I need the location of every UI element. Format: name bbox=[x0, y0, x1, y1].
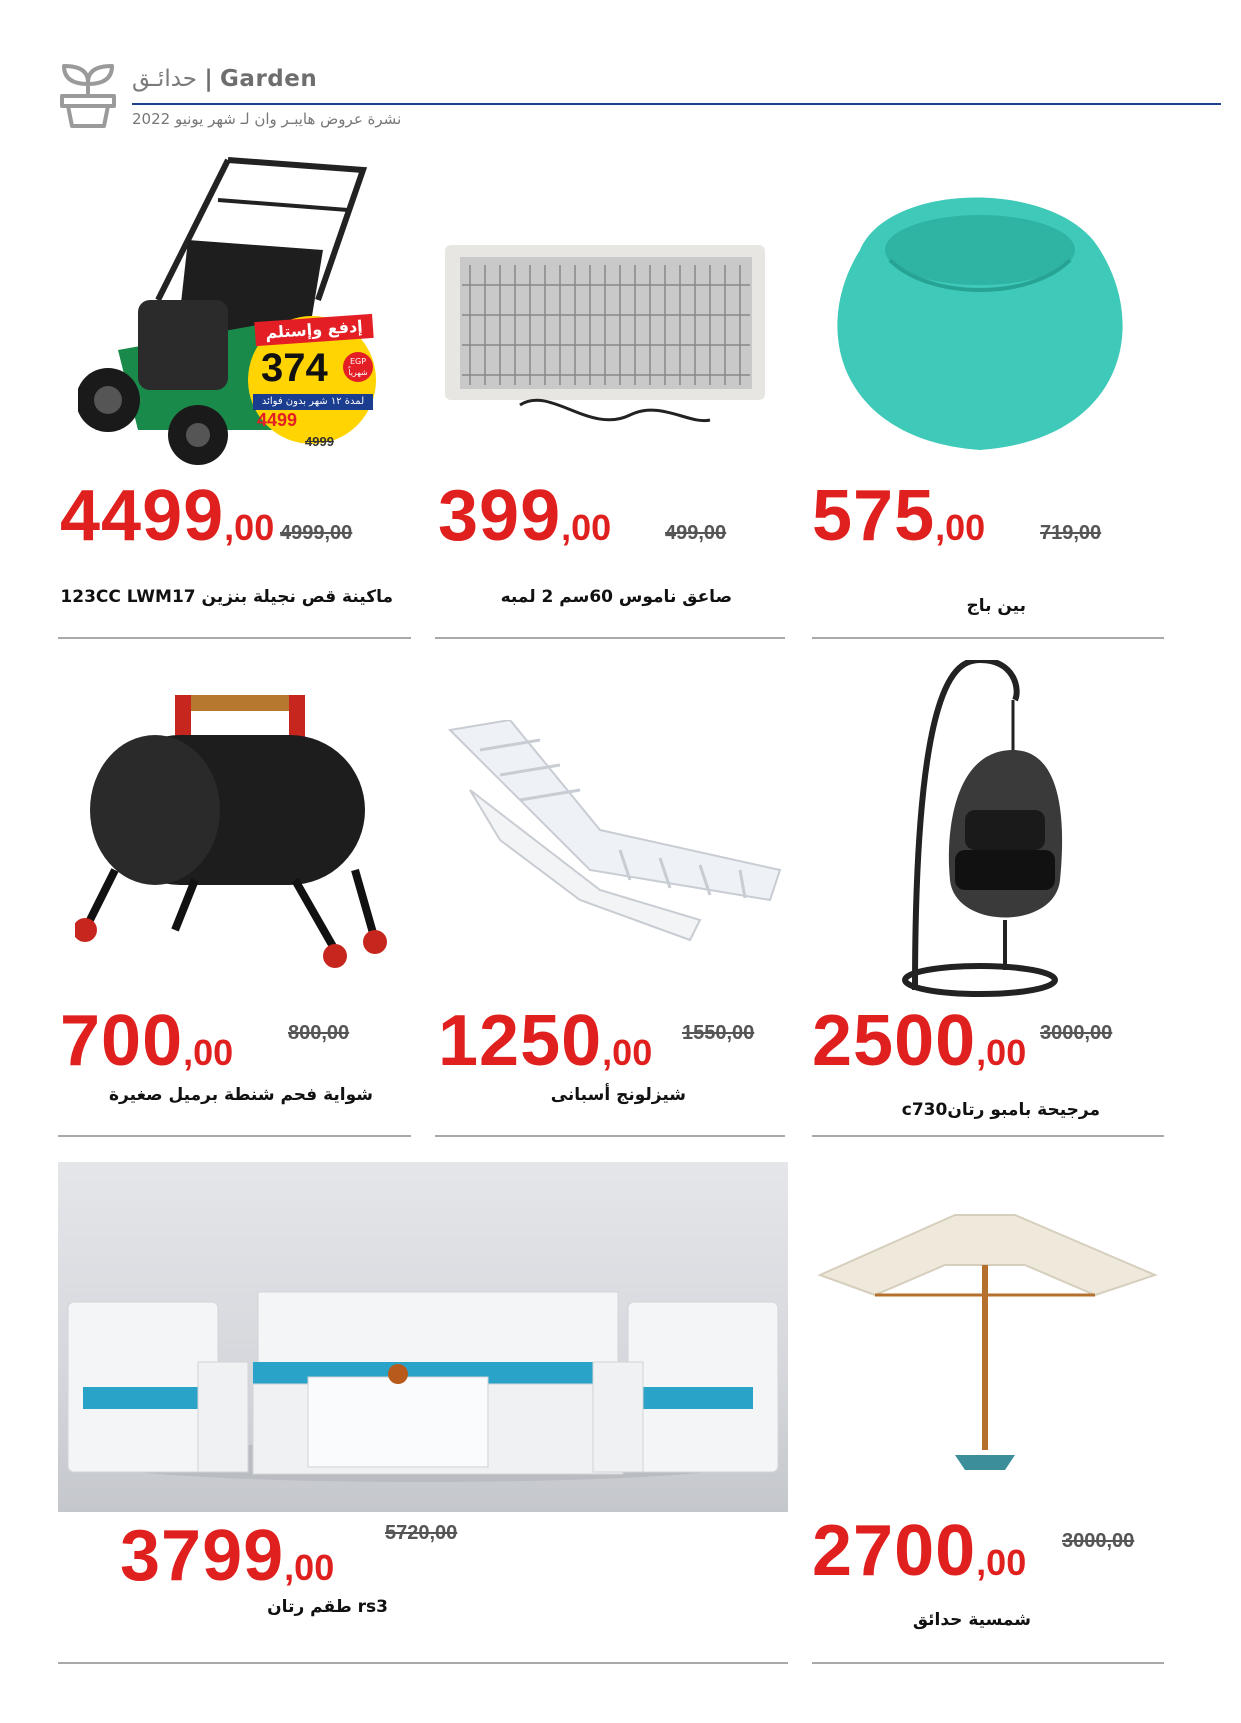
product-name: بين باج bbox=[966, 596, 1026, 616]
hanging-chair-image bbox=[895, 660, 1065, 1000]
price-integer: 1250 bbox=[438, 1001, 603, 1081]
price-decimal: ,00 bbox=[935, 507, 986, 548]
price-tag bbox=[120, 1516, 335, 1596]
price-decimal: ,00 bbox=[284, 1547, 335, 1588]
price-tag bbox=[438, 476, 612, 556]
page-title bbox=[132, 66, 317, 92]
old-price: 719,00 bbox=[1040, 522, 1102, 544]
price-tag bbox=[812, 476, 986, 556]
divider bbox=[812, 637, 1164, 639]
old-price: 499,00 bbox=[665, 522, 727, 544]
price-integer: 3799 bbox=[120, 1516, 285, 1596]
title-en: Garden bbox=[220, 66, 318, 92]
price-decimal: ,00 bbox=[976, 1032, 1027, 1073]
price-integer: 575 bbox=[812, 476, 936, 556]
price-decimal: ,00 bbox=[561, 507, 612, 548]
divider bbox=[435, 637, 785, 639]
price-decimal: ,00 bbox=[183, 1032, 234, 1073]
price-integer: 2700 bbox=[812, 1511, 977, 1591]
mosquito-zapper-image bbox=[440, 235, 770, 440]
bean-bag-image bbox=[820, 190, 1140, 470]
divider bbox=[812, 1135, 1164, 1137]
price-integer: 2500 bbox=[812, 1001, 977, 1081]
old-price: 3000,00 bbox=[1040, 1022, 1113, 1044]
price-integer: 700 bbox=[60, 1001, 184, 1081]
product-name: rs3 طقم رتان bbox=[267, 1597, 388, 1617]
badge-headline: إدفع وإستلم bbox=[254, 314, 373, 346]
old-price: 800,00 bbox=[288, 1022, 350, 1044]
title-ar: حدائـق bbox=[132, 66, 198, 92]
price-integer: 4499 bbox=[60, 476, 225, 556]
old-price: 3000,00 bbox=[1062, 1530, 1135, 1552]
title-separator: | bbox=[204, 66, 213, 92]
divider bbox=[812, 1662, 1164, 1664]
old-price: 5720,00 bbox=[385, 1522, 458, 1544]
badge-monthly: 374 bbox=[261, 346, 328, 390]
product-name: شواية فحم شنطة برميل صغيرة bbox=[109, 1085, 373, 1105]
badge-terms: لمدة ١٢ شهر بدون فوائد bbox=[253, 394, 373, 410]
charcoal-grill-image bbox=[75, 690, 405, 1000]
price-integer: 399 bbox=[438, 476, 562, 556]
divider bbox=[58, 637, 411, 639]
sun-lounger-image bbox=[440, 720, 790, 950]
price-tag bbox=[812, 1511, 1027, 1591]
product-name: ماكينة قص نجيلة بنزين 123CC LWM17 bbox=[60, 587, 393, 607]
product-name: مرجيحة بامبو رتانc730 bbox=[901, 1100, 1100, 1120]
divider bbox=[58, 1135, 411, 1137]
badge-per: شهرياً bbox=[348, 368, 368, 377]
installment-badge bbox=[245, 300, 380, 460]
divider bbox=[435, 1135, 785, 1137]
page-subtitle: نشرة عروض هايبـر وان لـ شهر يونيو 2022 bbox=[132, 110, 402, 128]
product-name: شيزلونج أسبانى bbox=[550, 1085, 686, 1105]
badge-currency: EGP bbox=[349, 357, 367, 366]
divider bbox=[58, 1662, 788, 1664]
price-tag bbox=[812, 1001, 1027, 1081]
product-name: صاعق ناموس 60سم 2 لمبه bbox=[500, 587, 732, 607]
garden-umbrella-image bbox=[815, 1205, 1160, 1475]
header-divider bbox=[132, 103, 1221, 105]
price-tag bbox=[60, 476, 275, 556]
product-name: شمسية حدائق bbox=[912, 1610, 1031, 1630]
rattan-set-image bbox=[58, 1162, 788, 1512]
plant-pot-icon bbox=[58, 62, 118, 130]
price-decimal: ,00 bbox=[602, 1032, 653, 1073]
old-price: 4999,00 bbox=[280, 522, 353, 544]
price-decimal: ,00 bbox=[976, 1542, 1027, 1583]
price-tag bbox=[438, 1001, 653, 1081]
price-tag bbox=[60, 1001, 234, 1081]
price-decimal: ,00 bbox=[224, 507, 275, 548]
badge-price: 4499 bbox=[257, 410, 298, 430]
old-price: 1550,00 bbox=[682, 1022, 755, 1044]
badge-old-price: 4999 bbox=[305, 434, 334, 449]
